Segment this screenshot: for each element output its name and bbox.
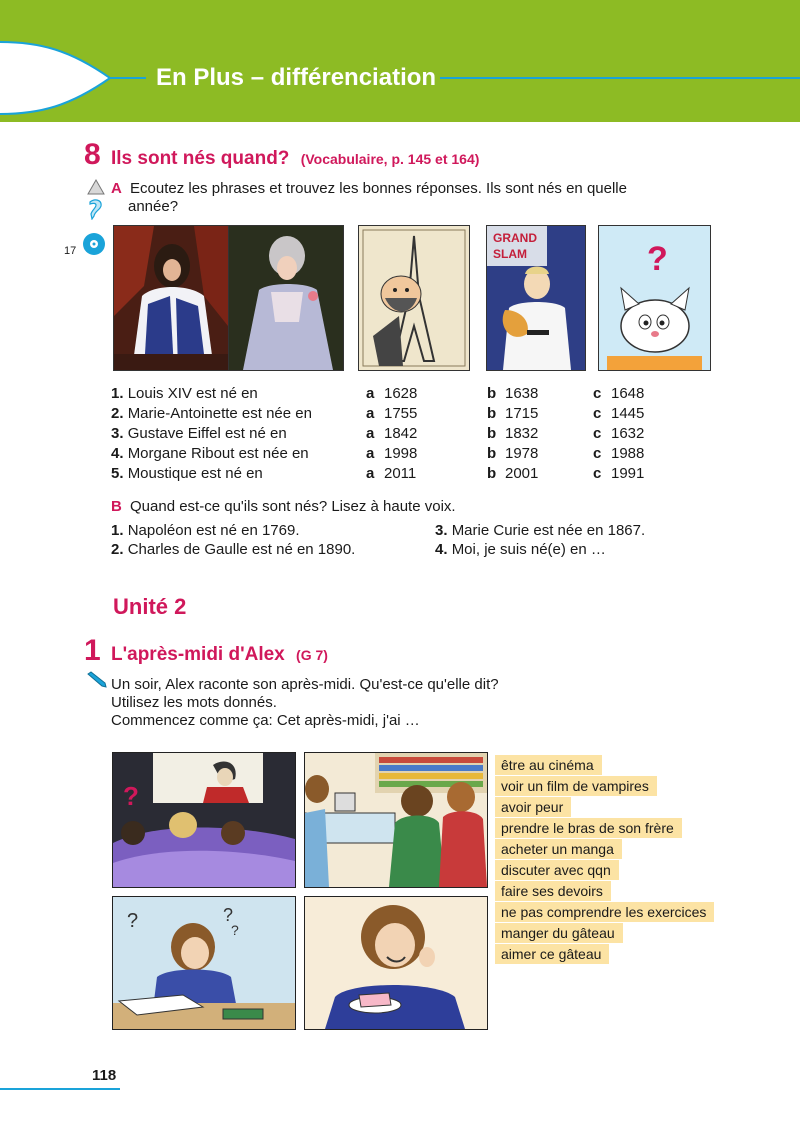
question-text: Marie-Antoinette est née en <box>127 405 312 422</box>
ex1-line-2: Utilisez les mots donnés. <box>111 694 277 711</box>
option-value: 1445 <box>611 405 645 422</box>
pencil-icon <box>86 671 108 689</box>
item-text: Napoléon est né en 1769. <box>127 522 300 539</box>
option-value: 1715 <box>505 405 539 422</box>
question-row-2 <box>111 404 312 424</box>
option-letter: b <box>487 405 497 422</box>
option-value: 1842 <box>384 425 418 442</box>
ex1-line-3: Commencez comme ça: Cet après-midi, j'ai … <box>111 712 420 729</box>
marie-antoinette-portrait <box>228 225 344 371</box>
option-letter: a <box>366 425 375 442</box>
question-number: 2. <box>111 405 124 422</box>
triangle-icon <box>87 179 105 195</box>
option-letter: b <box>487 465 497 482</box>
moustique-cat-drawing <box>598 225 711 371</box>
svg-text:?: ? <box>223 905 234 925</box>
svg-text:?: ? <box>123 781 139 811</box>
vocab-item-1: être au cinéma <box>495 755 602 775</box>
question-number: 5. <box>111 465 124 482</box>
option-c-1[interactable] <box>593 384 644 404</box>
exercise-title <box>111 148 479 170</box>
footer-line <box>0 1088 120 1090</box>
part-a-line-1 <box>111 180 627 198</box>
option-letter: b <box>487 445 497 462</box>
question-text: Gustave Eiffel est né en <box>127 425 287 442</box>
option-value: 1998 <box>384 445 418 462</box>
option-b-2[interactable] <box>487 404 538 424</box>
exercise-ref: (G 7) <box>296 647 328 663</box>
vocab-item-9: manger du gâteau <box>495 923 623 943</box>
item-text: Marie Curie est née en 1867. <box>451 522 646 539</box>
item-text: Moi, je suis né(e) en … <box>451 541 606 558</box>
vocab-item-10: aimer ce gâteau <box>495 944 609 964</box>
option-value: 1991 <box>611 465 645 482</box>
question-number: 4. <box>111 445 124 462</box>
poster-text-2: SLAM <box>493 247 527 261</box>
question-text: Morgane Ribout est née en <box>127 445 309 462</box>
option-letter: a <box>366 465 375 482</box>
ex1-line-1: Un soir, Alex raconte son après-midi. Qu'est-ce qu'elle dit? <box>111 676 499 693</box>
option-value: 1988 <box>611 445 645 462</box>
unit-title: Unité 2 <box>113 594 187 619</box>
item-text: Charles de Gaulle est né en 1890. <box>127 541 356 558</box>
part-b-text: Quand est-ce qu'ils sont nés? Lisez à haute voix. <box>130 498 456 515</box>
comic-panel-homework <box>112 896 296 1030</box>
option-b-5[interactable] <box>487 464 538 484</box>
option-c-2[interactable] <box>593 404 644 424</box>
vocab-item-8: ne pas comprendre les exercices <box>495 902 714 922</box>
option-a-4[interactable] <box>366 444 417 464</box>
option-value: 2001 <box>505 465 539 482</box>
item-number: 2. <box>111 541 124 558</box>
option-letter: a <box>366 445 375 462</box>
vocab-item-4: prendre le bras de son frère <box>495 818 682 838</box>
part-b-item-2 <box>111 541 355 559</box>
option-value: 1638 <box>505 385 539 402</box>
question-row-1 <box>111 384 258 404</box>
option-c-4[interactable] <box>593 444 644 464</box>
exercise-title-text: Ils sont nés quand? <box>111 148 290 169</box>
question-text: Louis XIV est né en <box>127 385 258 402</box>
vocab-item-7: faire ses devoirs <box>495 881 611 901</box>
part-a-text: Ecoutez les phrases et trouvez les bonnes réponses. Ils sont nés en quelle <box>130 180 627 197</box>
vocab-item-5: acheter un manga <box>495 839 622 859</box>
option-letter: a <box>366 385 375 402</box>
option-value: 1978 <box>505 445 539 462</box>
vocab-item-2: voir un film de vampires <box>495 776 657 796</box>
question-text: Moustique est né en <box>127 465 263 482</box>
vocab-item-6: discuter avec qqn <box>495 860 619 880</box>
option-value: 2011 <box>384 465 417 482</box>
option-letter: c <box>593 425 602 442</box>
option-a-5[interactable] <box>366 464 416 484</box>
option-a-1[interactable] <box>366 384 417 404</box>
part-b-item-1 <box>111 522 300 540</box>
option-a-2[interactable] <box>366 404 417 424</box>
option-value: 1628 <box>384 385 418 402</box>
dolphin-icon <box>86 198 104 220</box>
svg-text:?: ? <box>231 922 239 938</box>
track-number: 17 <box>64 245 77 257</box>
option-letter: c <box>593 465 602 482</box>
option-letter: a <box>366 405 375 422</box>
question-row-3 <box>111 424 287 444</box>
audio-cd-icon[interactable] <box>82 232 106 256</box>
part-b-letter: B <box>111 498 122 515</box>
option-letter: c <box>593 445 602 462</box>
page-number: 118 <box>92 1067 117 1084</box>
part-b-heading <box>111 498 456 516</box>
comic-panel-cinema <box>112 752 296 888</box>
item-number: 1. <box>111 522 124 539</box>
part-a-line-2: année? <box>128 198 179 215</box>
svg-text:?: ? <box>127 910 139 932</box>
option-letter: c <box>593 405 602 422</box>
exercise-number: 8 <box>84 138 101 171</box>
comic-panel-cake <box>304 896 488 1030</box>
gustave-eiffel-caricature <box>358 225 470 371</box>
question-row-5 <box>111 464 263 484</box>
exercise-ref: (Vocabulaire, p. 145 et 164) <box>300 151 480 167</box>
item-number: 4. <box>435 541 448 558</box>
louis-xiv-portrait <box>113 225 229 371</box>
option-c-3[interactable] <box>593 424 644 444</box>
option-value: 1648 <box>611 385 645 402</box>
option-letter: c <box>593 385 602 402</box>
option-value: 1755 <box>384 405 418 422</box>
option-letter: b <box>487 385 497 402</box>
part-a-letter: A <box>111 180 122 197</box>
question-number: 1. <box>111 385 124 402</box>
exercise-number: 1 <box>84 634 101 667</box>
option-a-3[interactable] <box>366 424 417 444</box>
poster-text-1: GRAND <box>493 231 537 245</box>
exercise-title <box>111 644 328 666</box>
question-row-4 <box>111 444 309 464</box>
option-value: 1832 <box>505 425 539 442</box>
exercise-title-text: L'après-midi d'Alex <box>111 644 285 665</box>
part-b-item-4 <box>435 541 606 559</box>
svg-text:?: ? <box>647 240 668 278</box>
option-letter: b <box>487 425 497 442</box>
option-b-1[interactable] <box>487 384 538 404</box>
morgane-ribout-photo <box>486 225 586 371</box>
option-b-3[interactable] <box>487 424 538 444</box>
part-b-item-3 <box>435 522 645 540</box>
header-title: En Plus – différenciation <box>156 64 437 91</box>
item-number: 3. <box>435 522 448 539</box>
option-b-4[interactable] <box>487 444 538 464</box>
comic-panel-shop <box>304 752 488 888</box>
option-c-5[interactable] <box>593 464 644 484</box>
question-number: 3. <box>111 425 124 442</box>
option-value: 1632 <box>611 425 645 442</box>
vocab-item-3: avoir peur <box>495 797 571 817</box>
